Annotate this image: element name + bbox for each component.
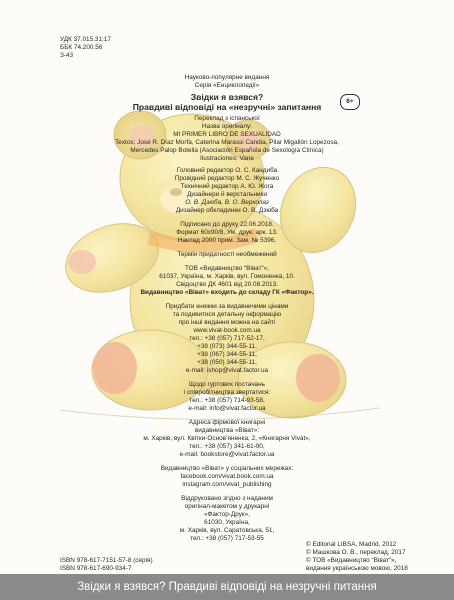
publisher-certificate: Свідоцтво ДК 4601 від 20.08.2013.	[176, 281, 278, 288]
copyright-line-1: © Editorial LIBSA, Madrid, 2012	[306, 541, 397, 548]
wholesale-phone: тел.: +38 (057) 714-93-58,	[189, 397, 265, 404]
printing-line-2: оригінал-макетом у друкарні	[184, 503, 270, 510]
credit-lead-editor: Провідний редактор М. С. Жученко	[174, 175, 280, 182]
title-line-2: Правдиві відповіді на «незручні» запитання	[132, 102, 322, 112]
publisher-address: 61037, Україна, м. Харків, вул. Гомоненка, 10.	[159, 273, 295, 280]
publisher-group: Видавництво «Віват» входить до складу ГК «Фактор».	[140, 289, 314, 296]
series-label: Серія «Енциклопедії»	[194, 82, 260, 89]
footer-caption-bar	[0, 574, 454, 600]
store-phone: тел.: +38 (057) 341-61-90,	[189, 443, 265, 450]
title-line-1: Звідки я взявся?	[190, 92, 264, 102]
footer-caption: Звідки я взявся? Правдиві відповіді на незручні питання	[77, 581, 377, 593]
print-format: Формат 60х90/8. Ум. друк. арк. 13.	[176, 229, 278, 236]
print-signed-date: Підписано до друку 22.06.2018.	[180, 221, 274, 228]
store-line-1: Адреса фірмової книгарні	[188, 419, 266, 426]
printing-line-1: Віддруковано згідно з наданим	[181, 495, 273, 502]
credit-chief-editor: Головний редактор О. С. Кандиба	[176, 167, 278, 174]
original-title: MI PRIMER LIBRO DE SEXUALIDAD	[173, 131, 281, 138]
copyright-line-3: © ТОВ «Видавництво “Віват”»,	[306, 557, 397, 564]
original-title-label: Назва оригіналу:	[202, 123, 252, 130]
genre-label: Науково-популярне видання	[184, 74, 270, 81]
wholesale-line-1: Щодо гуртових постачань	[189, 381, 265, 388]
credit-tech-editor: Технічний редактор А. Ю. Жога	[180, 183, 274, 190]
buy-info-line-2: та подивитися детальну інформацію	[172, 311, 282, 318]
bbk-code: ББК 74.200.56	[60, 44, 103, 51]
printing-line-6: тел.: +38 (057) 717-53-55	[190, 535, 264, 542]
illustrations-credit: Ilustraciones: Vane	[200, 155, 254, 162]
credit-designers-label: Дизайнери й верстальники	[187, 191, 267, 198]
validity-note: Термін придатності необмежений	[177, 251, 277, 258]
store-email: e-mail: bookstore@vivat.factor.ua	[179, 451, 275, 458]
buy-info-phone-3: +38 (067) 344-55-11,	[197, 351, 257, 358]
wholesale-email: e-mail: info@vivat.factor.ua	[188, 405, 266, 412]
buy-info-line-3: про інші видання можна на сайті	[178, 319, 276, 326]
credit-cover-designer: Дизайнер обкладинки О. В. Дзюба	[175, 207, 279, 214]
social-line-1: Видавництво «Віват» у соціальних мережах:	[160, 465, 294, 472]
buy-info-site: www.vivat-book.com.ua	[193, 327, 261, 334]
original-authors-line-1: Textos: José R. Díaz Morfa, Caterina Marassi Candia, Pilar Migallón Lopezosa,	[115, 139, 339, 146]
buy-info-phone-1: тел.: +38 (057) 717-52-17,	[189, 335, 265, 342]
buy-info-email: e-mail: ishop@vivat.factor.ua	[185, 367, 269, 374]
social-instagram: instagram.com/vivat_publishing	[182, 481, 272, 488]
translation-from: Переклад з іспанської	[194, 115, 260, 122]
printing-line-3: «Фактор-Друк»,	[203, 511, 251, 518]
printing-line-5: м. Харків, вул. Саратовська, 51,	[179, 527, 275, 534]
store-address: м. Харків, вул. Квітки-Основ’яненка, 2, «Книгарня Vivat»,	[143, 435, 311, 442]
wholesale-line-2: і співробітництва звертатися:	[183, 389, 271, 396]
print-run: Наклад 2000 прим. Зам. № 5396.	[177, 237, 277, 244]
store-line-2: видавництва «Віват»:	[194, 427, 260, 434]
original-authors-line-2: Mercedes Palop Botella (Asociación Española de Sexología Clínica)	[130, 147, 324, 154]
udk-code: УДК 37.015.31:17	[60, 36, 111, 43]
printing-line-4: 61030, Україна,	[204, 519, 250, 526]
copyright-line-2: © Машкова О. В., переклад, 2017	[306, 549, 406, 556]
copyright-line-4: видання українською мовою, 2018	[306, 565, 408, 572]
buy-info-line-1: Придбати книжки за видавничими цінами	[165, 303, 289, 310]
isbn-series: ISBN 978-617-7151-57-8 (серія)	[60, 557, 153, 564]
social-facebook: facebook.com/vivat.book.com.ua	[180, 473, 274, 480]
isbn-book: ISBN 978-617-690-934-7	[60, 565, 132, 572]
author-sign: З-43	[60, 52, 74, 59]
buy-info-phone-2: +38 (073) 344-55-11,	[197, 343, 257, 350]
credit-designers-names: О. В. Дзюба, В. О. Верхолаз	[185, 199, 269, 206]
age-rating-badge: 6+	[340, 94, 360, 110]
buy-info-phone-4: +38 (050) 344-55-11,	[197, 359, 257, 366]
publisher-name: ТОВ «Видавництво “Віват”»,	[185, 265, 269, 272]
